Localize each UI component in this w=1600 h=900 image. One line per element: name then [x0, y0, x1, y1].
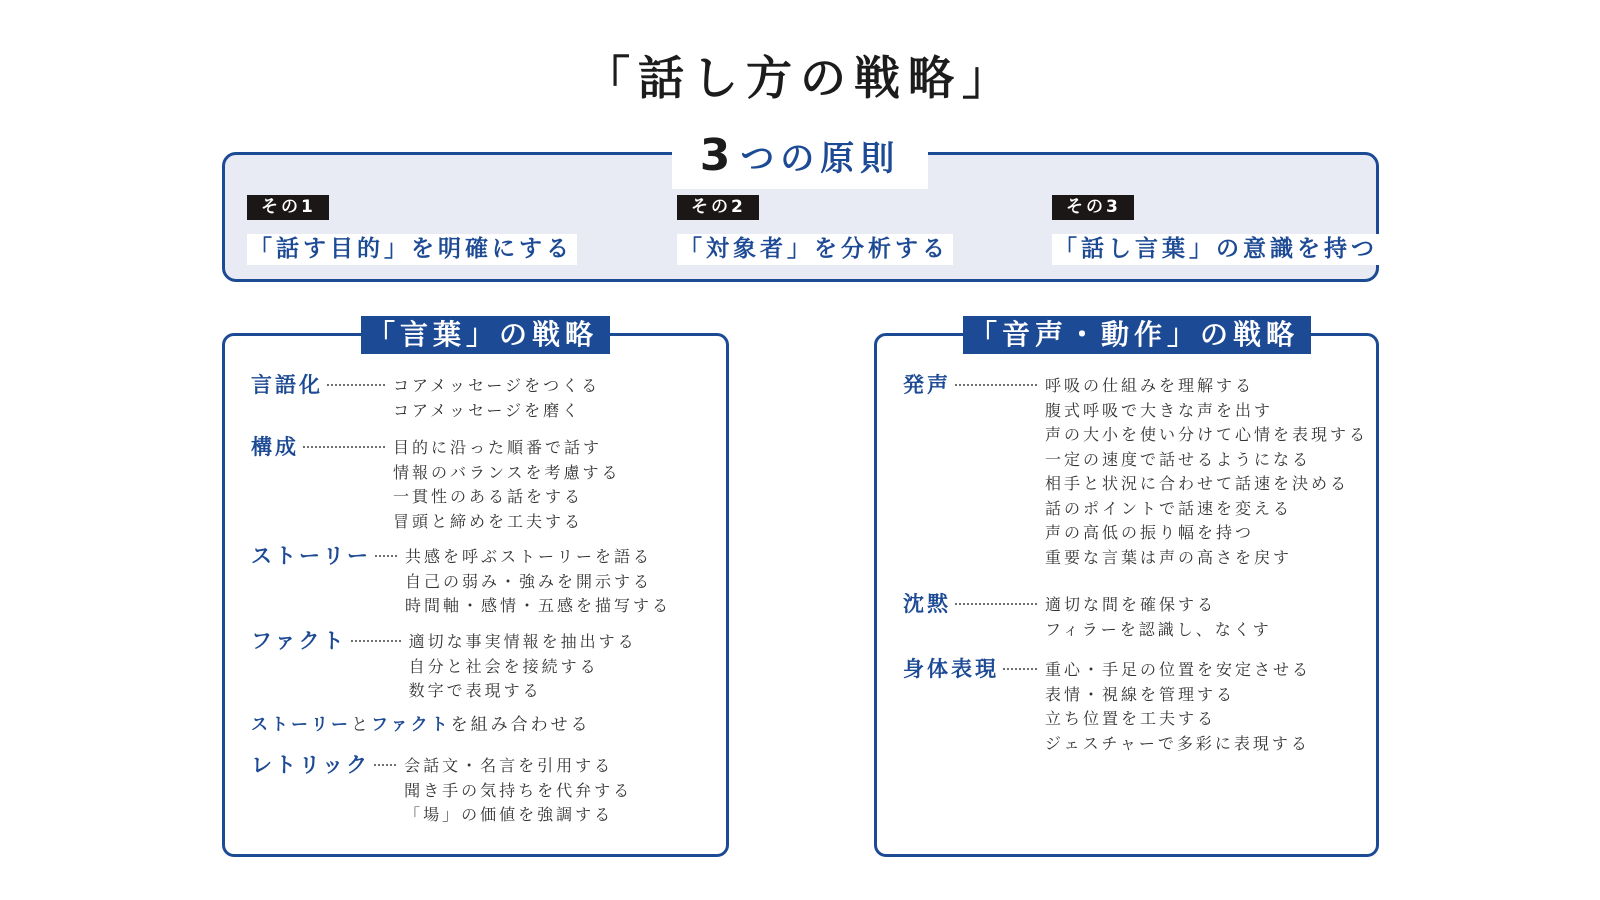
item-line: コアメッセージを磨く: [393, 400, 582, 420]
item-line: 一貫性のある話をする: [393, 487, 584, 506]
item-label: 身体表現: [903, 657, 999, 681]
page-title: 「話し方の戦略」: [584, 51, 1016, 105]
item-line: 目的に沿った順番で話す: [393, 438, 603, 457]
principle-tag: その2: [677, 195, 759, 220]
item-line: コアメッセージをつくる: [393, 376, 601, 395]
item-line: 共感を呼ぶストーリーを語る: [405, 547, 653, 566]
word-item-verbalization: [251, 374, 600, 423]
item-line: 自分と社会を接続する: [408, 656, 599, 676]
item-label: 沈黙: [903, 592, 951, 616]
principles-heading-num: 3: [699, 130, 737, 181]
combo-and: と: [351, 715, 371, 735]
principle-3: [1052, 195, 1382, 265]
item-line: 表情・視線を管理する: [1045, 684, 1236, 704]
principle-text: 「対象者」を分析する: [677, 234, 953, 265]
item-line: 「場」の価値を強調する: [404, 805, 614, 824]
item-label: ストーリー: [251, 544, 371, 568]
principles-panel: [222, 152, 1379, 282]
combo-story: ストーリー: [251, 715, 351, 735]
item-lines: [409, 630, 637, 704]
item-label: レトリック: [251, 753, 371, 777]
item-label: 発声: [903, 373, 951, 397]
voice-item-silence: [903, 593, 1272, 642]
leader-dots: [955, 593, 1037, 605]
voice-strategy-title: 「音声・動作」の戦略: [963, 316, 1311, 354]
item-line: 時間軸・感情・五感を描写する: [405, 596, 672, 615]
word-item-rhetoric: [251, 754, 632, 828]
word-item-fact: [251, 630, 637, 704]
leader-dots: [375, 545, 397, 557]
combo-fact: ファクト: [371, 715, 451, 735]
item-line: 話のポイントで話速を変える: [1045, 498, 1293, 518]
item-line: 立ち位置を工夫する: [1045, 709, 1217, 728]
principles-heading-text: つの原則: [740, 139, 901, 179]
story-fact-combination: [251, 710, 591, 735]
item-line: ジェスチャーで多彩に表現する: [1045, 733, 1310, 753]
item-lines: [393, 436, 621, 534]
leader-dots: [955, 374, 1037, 386]
leader-dots: [1003, 658, 1037, 670]
combo-rest: を組み合わせる: [450, 715, 591, 735]
principle-2: [677, 195, 953, 265]
voice-strategy-box: [874, 318, 1379, 857]
item-line: 聞き手の気持ちを代弁する: [404, 780, 633, 800]
item-line: 冒頭と締めを工夫する: [393, 511, 584, 531]
word-strategy-box: [222, 318, 729, 857]
leader-dots: [374, 754, 396, 766]
item-line: 情報のバランスを考慮する: [393, 462, 621, 482]
item-line: 相手と状況に合わせて話速を決める: [1045, 474, 1350, 493]
leader-dots: [303, 436, 385, 448]
voice-item-body-expression: [903, 658, 1311, 756]
item-line: 自己の弱み・強みを開示する: [405, 571, 653, 591]
item-line: 会話文・名言を引用する: [404, 756, 614, 775]
item-lines: [1045, 374, 1368, 570]
item-line: 腹式呼吸で大きな声を出す: [1045, 400, 1274, 420]
principle-1: [247, 195, 577, 265]
item-line: 適切な事実情報を抽出する: [408, 632, 637, 651]
item-line: 適切な間を確保する: [1045, 595, 1217, 614]
voice-item-vocalization: [903, 374, 1368, 570]
word-strategy-title: 「言葉」の戦略: [361, 316, 610, 354]
item-line: 重心・手足の位置を安定させる: [1045, 660, 1312, 679]
word-item-structure: [251, 436, 621, 534]
item-line: 一定の速度で話せるようになる: [1045, 449, 1312, 469]
item-lines: [405, 545, 671, 619]
item-line: 声の大小を使い分けて心情を表現する: [1045, 425, 1369, 444]
item-lines: [404, 754, 632, 828]
principle-tag: その3: [1052, 195, 1134, 220]
principle-tag: その1: [247, 195, 329, 220]
item-line: 呼吸の仕組みを理解する: [1045, 376, 1255, 395]
leader-dots: [351, 630, 401, 642]
leader-dots: [327, 374, 385, 386]
principle-text: 「話し言葉」の意識を持つ: [1052, 234, 1382, 265]
item-label: ファクト: [251, 629, 347, 653]
principle-text: 「話す目的」を明確にする: [247, 234, 577, 265]
word-item-story: [251, 545, 671, 619]
item-label: 言語化: [251, 373, 323, 397]
item-line: 数字で表現する: [408, 681, 542, 700]
item-lines: [393, 374, 600, 423]
item-line: フィラーを認識し、なくす: [1045, 619, 1272, 639]
item-lines: [1045, 593, 1272, 642]
item-line: 重要な言葉は声の高さを戻す: [1045, 547, 1293, 567]
item-lines: [1045, 658, 1311, 756]
item-line: 声の高低の振り幅を持つ: [1045, 523, 1255, 542]
item-label: 構成: [251, 435, 299, 459]
